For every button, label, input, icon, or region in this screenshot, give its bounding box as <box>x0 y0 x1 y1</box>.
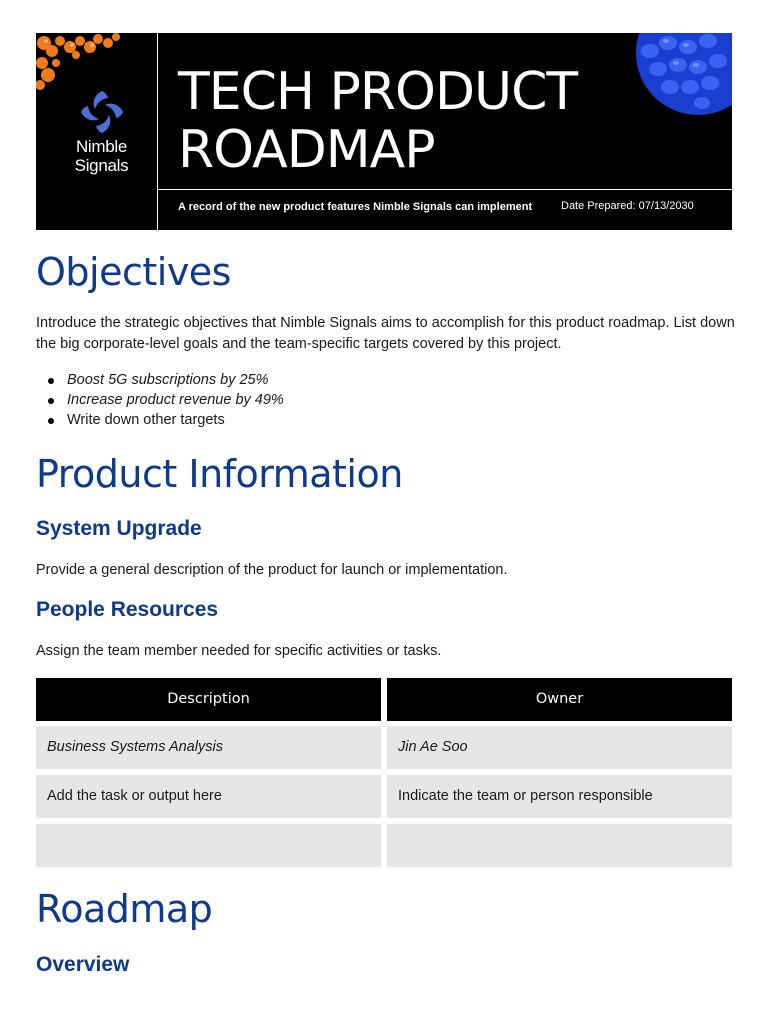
header-tagline: A record of the new product features Nimble Signals can implement <box>178 201 533 213</box>
table-cell-description[interactable] <box>36 824 381 867</box>
header-divider <box>158 189 732 190</box>
roadmap-heading: Roadmap <box>36 887 213 931</box>
objective-item: Boost 5G subscriptions by 25% <box>36 370 284 390</box>
table-cell-owner[interactable]: Jin Ae Soo <box>387 726 732 769</box>
system-upgrade-heading: System Upgrade <box>36 517 202 540</box>
brand-name <box>36 137 167 175</box>
table-row <box>36 775 732 818</box>
document-header <box>36 33 732 230</box>
date-prepared: Date Prepared: 07/13/2030 <box>561 200 694 212</box>
table-cell-description[interactable]: Add the task or output here <box>36 775 381 818</box>
people-resources-heading: People Resources <box>36 598 219 621</box>
title-line-2: ROADMAP <box>178 120 435 180</box>
objective-item: Write down other targets <box>36 410 284 430</box>
document-title <box>178 63 577 179</box>
objectives-intro: Introduce the strategic objectives that Nimble Signals aims to accomplish for this product roadmap. List down the big corporate-level goals and the team-specific targets covered by this project. <box>36 315 735 352</box>
overview-heading: Overview <box>36 953 130 976</box>
objectives-list <box>36 370 284 430</box>
table-header-description: Description <box>36 678 381 721</box>
table-header-owner: Owner <box>387 678 732 721</box>
table-header-row <box>36 678 732 721</box>
people-resources-text: Assign the team member needed for specific activities or tasks. <box>36 643 442 659</box>
title-line-1: TECH PRODUCT <box>178 62 578 122</box>
nimble-signals-logo-icon <box>79 89 125 135</box>
table-cell-owner[interactable] <box>387 824 732 867</box>
objective-item: Increase product revenue by 49% <box>36 390 284 410</box>
brand-name-line-2: Signals <box>74 156 129 175</box>
brand-name-line-1: Nimble <box>75 137 128 156</box>
table-row <box>36 824 732 867</box>
table-cell-owner[interactable]: Indicate the team or person responsible <box>387 775 732 818</box>
table-cell-description[interactable]: Business Systems Analysis <box>36 726 381 769</box>
blue-virus-decoration <box>606 33 732 115</box>
objectives-heading: Objectives <box>36 250 231 294</box>
logo-panel <box>36 33 158 230</box>
system-upgrade-text: Provide a general description of the product for launch or implementation. <box>36 562 508 578</box>
table-row <box>36 726 732 769</box>
product-information-heading: Product Information <box>36 452 403 496</box>
